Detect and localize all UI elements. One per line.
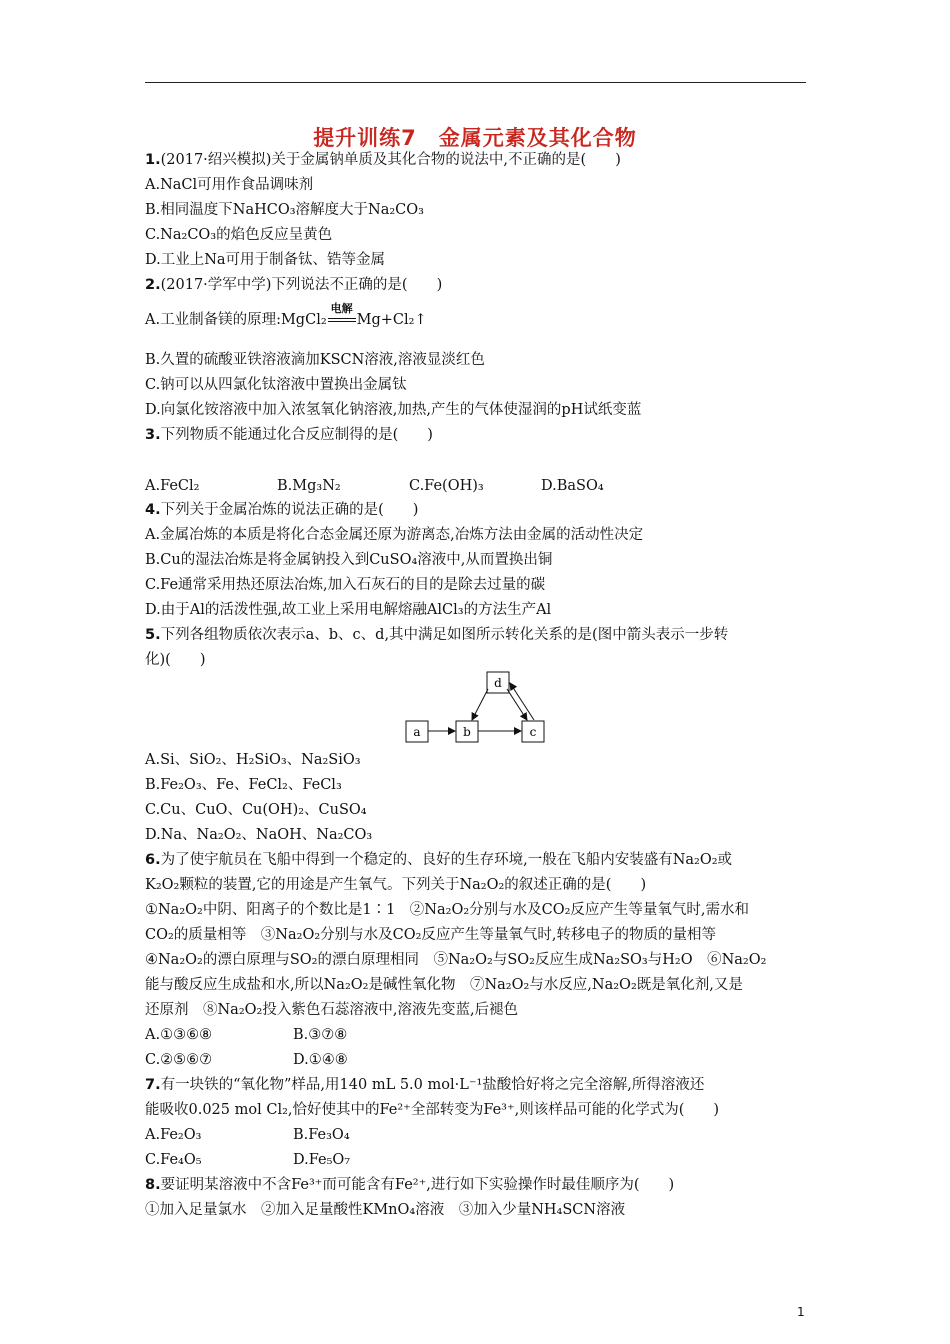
q7-stem-line-2: 能吸收0.025 mol Cl₂,恰好使其中的Fe²⁺全部转变为Fe³⁺,则该样品可能的化学式为( ) [145, 1102, 720, 1118]
q4-number: 4. [145, 502, 161, 518]
q2-number: 2. [145, 277, 161, 293]
q1-number: 1. [145, 152, 161, 168]
q3-option-b: B.Mg₃N₂ [277, 478, 341, 494]
q5-conversion-diagram [400, 668, 560, 748]
q7-options-cd [145, 1150, 350, 1170]
q3-option-a: A.FeCl₂ [145, 478, 200, 494]
q3-number: 3. [145, 427, 161, 443]
q5-stem [145, 625, 728, 645]
q6-options-cd [145, 1050, 348, 1070]
q5-number: 5. [145, 627, 161, 643]
q4-option-b: B.Cu的湿法冶炼是将金属钠投入到CuSO₄溶液中,从而置换出铜 [145, 552, 553, 568]
q5-option-d: D.Na、Na₂O₂、NaOH、Na₂CO₃ [145, 827, 373, 843]
node-d-label: d [494, 676, 502, 690]
q2-option-b: B.久置的硫酸亚铁溶液滴加KSCN溶液,溶液显淡红色 [145, 352, 485, 368]
q6-statement-line-1: ①Na₂O₂中阴、阳离子的个数比是1∶1 ②Na₂O₂分别与水及CO₂反应产生等量氧气时,需水和 [145, 902, 750, 918]
q7-option-a: A.Fe₂O₃ [145, 1127, 202, 1143]
q6-stem [145, 850, 732, 870]
node-c-label: c [529, 725, 537, 739]
q8-stem-text: 要证明某溶液中不含Fe³⁺而可能含有Fe²⁺,进行如下实验操作时最佳顺序为( ) [160, 1177, 675, 1193]
q6-statement-line-3: ④Na₂O₂的漂白原理与SO₂的漂白原理相同 ⑤Na₂O₂与SO₂反应生成Na₂SO₃与H₂O ⑥Na₂O₂ [145, 952, 767, 968]
q4-stem [145, 500, 418, 520]
q7-options-ab [145, 1125, 350, 1145]
q6-stem-text-1: 为了使宇航员在飞船中得到一个稳定的、良好的生存环境,一般在飞船内安装盛有Na₂O₂或 [160, 852, 733, 868]
q7-stem [145, 1075, 704, 1095]
q6-option-d: D.①④⑧ [293, 1052, 348, 1068]
q6-statement-line-2: CO₂的质量相等 ③Na₂O₂分别与水及CO₂反应产生等量氧气时,转移电子的物质的量相等 [145, 927, 717, 943]
q7-option-b: B.Fe₃O₄ [293, 1127, 350, 1143]
q2-option-d: D.向氯化铵溶液中加入浓氢氧化钠溶液,加热,产生的气体使湿润的pH试纸变蓝 [145, 402, 642, 418]
q3-options [145, 476, 604, 496]
q1-option-b: B.相同温度下NaHCO₃溶解度大于Na₂CO₃ [145, 202, 424, 218]
q8-number: 8. [145, 1177, 161, 1193]
q3-option-c: C.Fe(OH)₃ [409, 478, 484, 494]
q6-options-ab [145, 1025, 347, 1045]
q1-option-c: C.Na₂CO₃的焰色反应呈黄色 [145, 227, 333, 243]
header-rule [145, 82, 806, 83]
electrolysis-arrow [327, 302, 357, 330]
q2-option-a-prefix: A.工业制备镁的原理:MgCl₂ [145, 312, 327, 328]
q3-stem [145, 425, 433, 445]
q1-option-a: A.NaCl可用作食品调味剂 [145, 177, 314, 193]
q1-option-d: D.工业上Na可用于制备钛、锆等金属 [145, 252, 386, 268]
q4-option-c: C.Fe通常采用热还原法冶炼,加入石灰石的目的是除去过量的碳 [145, 577, 546, 593]
q2-option-c: C.钠可以从四氯化钛溶液中置换出金属钛 [145, 377, 407, 393]
q6-stem-line-2: K₂O₂颗粒的装置,它的用途是产生氧气。下列关于Na₂O₂的叙述正确的是( ) [145, 877, 647, 893]
q8-operations: ①加入足量氯水 ②加入足量酸性KMnO₄溶液 ③加入少量NH₄SCN溶液 [145, 1202, 626, 1218]
q7-number: 7. [145, 1077, 161, 1093]
q6-number: 6. [145, 852, 161, 868]
q6-option-b: B.③⑦⑧ [293, 1027, 348, 1043]
q7-stem-text-1: 有一块铁的“氧化物”样品,用140 mL 5.0 mol·L⁻¹盐酸恰好将之完全溶解,所得溶液还 [160, 1077, 705, 1093]
q8-stem [145, 1175, 674, 1195]
q4-option-d: D.由于Al的活泼性强,故工业上采用电解熔融AlCl₃的方法生产Al [145, 602, 552, 618]
page-title: 提升训练7 金属元素及其化合物 [313, 126, 637, 150]
q5-option-c: C.Cu、CuO、Cu(OH)₂、CuSO₄ [145, 802, 367, 818]
q2-stem-text: (2017·学军中学)下列说法不正确的是( ) [160, 277, 443, 293]
q6-statement-line-4: 能与酸反应生成盐和水,所以Na₂O₂是碱性氧化物 ⑦Na₂O₂与水反应,Na₂O₂既是氧化剂,又是 [145, 977, 743, 993]
q4-stem-text: 下列关于金属冶炼的说法正确的是( ) [160, 502, 419, 518]
q5-stem-text-1: 下列各组物质依次表示a、b、c、d,其中满足如图所示转化关系的是(图中箭头表示一步转 [160, 627, 729, 643]
arrow-d-to-b [472, 689, 488, 720]
q2-option-a-suffix: Mg+Cl₂↑ [356, 312, 427, 328]
node-b-label: b [463, 725, 471, 739]
q6-statement-line-5: 还原剂 ⑧Na₂O₂投入紫色石蕊溶液中,溶液先变蓝,后褪色 [145, 1002, 519, 1018]
q4-option-a: A.金属冶炼的本质是将化合态金属还原为游离态,冶炼方法由金属的活动性决定 [145, 527, 644, 543]
q5-option-b: B.Fe₂O₃、Fe、FeCl₂、FeCl₃ [145, 777, 342, 793]
q7-option-d: D.Fe₅O₇ [293, 1152, 351, 1168]
q3-stem-text: 下列物质不能通过化合反应制得的是( ) [160, 427, 433, 443]
q7-option-c: C.Fe₄O₅ [145, 1152, 202, 1168]
q6-option-c: C.②⑤⑥⑦ [145, 1052, 213, 1068]
q1-stem-text: (2017·绍兴模拟)关于金属钠单质及其化合物的说法中,不正确的是( ) [160, 152, 621, 168]
q5-option-a: A.Si、SiO₂、H₂SiO₃、Na₂SiO₃ [145, 752, 361, 768]
q6-option-a: A.①③⑥⑧ [145, 1027, 213, 1043]
q3-option-d: D.BaSO₄ [541, 478, 604, 494]
electrolysis-label: 电解 [330, 302, 353, 315]
q1-stem [145, 150, 621, 170]
page-number: 1 [797, 1305, 805, 1319]
arrow-c-to-d [510, 683, 534, 720]
q2-stem [145, 275, 442, 295]
node-a-label: a [413, 725, 421, 739]
q2-option-a [145, 302, 427, 330]
q5-stem-line-2: 化)( ) [145, 652, 206, 668]
